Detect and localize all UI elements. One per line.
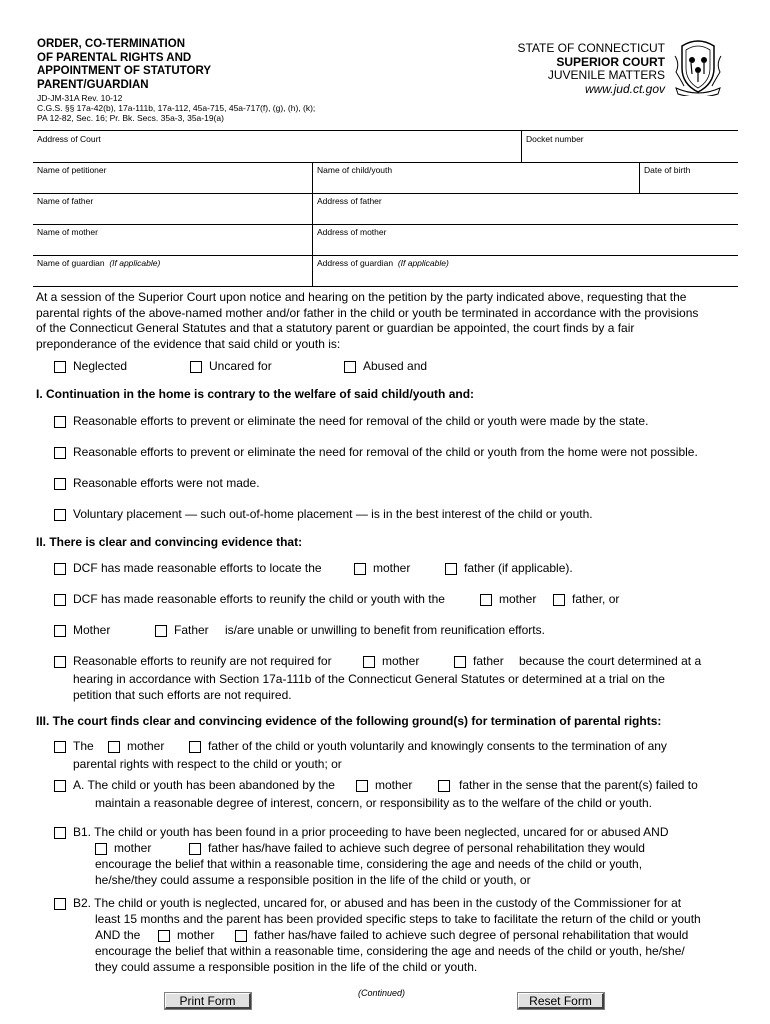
ground-b2-line-4: encourage the belief that within a reasonable time, considering the age and needs of the child or youth, he/she/ — [95, 944, 685, 958]
court-website: www.jud.ct.gov — [584, 81, 665, 96]
field-row-guardian — [33, 255, 738, 287]
name-of-guardian-field[interactable] — [33, 255, 312, 286]
court-name: SUPERIOR COURT — [556, 54, 665, 69]
ground-b2-line-5: they could assume a responsible position in the life of the child or youth. — [95, 960, 478, 974]
title-line: OF PARENTAL RIGHTS AND — [37, 51, 192, 64]
reunify-father-checkbox[interactable] — [553, 594, 565, 606]
ground-b1-line-3: encourage the belief that within a reasonable time, considering the age and needs of the child or youth, — [95, 857, 643, 871]
uncared-for-checkbox[interactable] — [190, 361, 202, 373]
not-required-father-label: father — [473, 654, 504, 668]
court-heading — [517, 42, 665, 96]
field-label: Name of father — [37, 196, 94, 206]
removal-efforts-made-label: Reasonable efforts to prevent or eliminate the need for removal of the child or youth were made by the state. — [73, 414, 649, 428]
neglected-checkbox[interactable] — [54, 361, 66, 373]
field-label — [37, 258, 160, 268]
consent-mother-checkbox[interactable] — [108, 741, 120, 753]
field-row-father — [33, 193, 738, 225]
dcf-locate-label: DCF has made reasonable efforts to locate the — [73, 561, 322, 575]
field-label: Name of child/youth — [317, 165, 393, 175]
address-of-guardian-field[interactable] — [312, 255, 739, 286]
case-information-grid — [33, 130, 738, 286]
abandoned-father-checkbox[interactable] — [438, 780, 450, 792]
removal-efforts-made-checkbox[interactable] — [54, 416, 66, 428]
if-applicable-note: (If applicable) — [397, 258, 449, 268]
consent-father-label: father of the child or youth voluntarily and knowingly consents to the termination of any — [208, 739, 667, 753]
date-of-birth-field[interactable] — [639, 162, 739, 193]
consent-the-label: The — [73, 739, 94, 753]
ground-a-label: A. The child or youth has been abandoned by the — [73, 778, 335, 792]
b2-mother-label: mother — [177, 928, 215, 942]
ground-b1-line-4: he/she/they could assume a responsible position in the life of the child or youth, or — [95, 873, 531, 887]
locate-mother-label: mother — [373, 561, 411, 575]
abandoned-mother-checkbox[interactable] — [356, 780, 368, 792]
intro-line: parental rights of the above-named mother and/or father in the child or youth be terminated in accordance with the provisions — [36, 305, 699, 320]
reunify-father-label: father, or — [572, 592, 620, 606]
efforts-not-required-label: Reasonable efforts to reunify are not required for — [73, 654, 332, 668]
title-line: PARENT/GUARDIAN — [37, 78, 149, 91]
section-1-heading: I. Continuation in the home is contrary to the welfare of said child/youth and: — [36, 387, 475, 401]
ground-b2-line-2: least 15 months and the parent has been provided specific steps to take to facilitate the return of the child or youth — [95, 912, 701, 926]
form-number: JD-JM-31A Rev. 10-12 — [37, 93, 123, 103]
ground-b2-label: B2. The child or youth is neglected, uncared for, or abused and has been in the custody of the Commissioner for at — [73, 896, 682, 910]
form-identifier — [37, 93, 315, 123]
title-line: APPOINTMENT OF STATUTORY — [37, 65, 211, 77]
unable-to-benefit-label: is/are unable or unwilling to benefit from reunification efforts. — [225, 623, 545, 637]
if-applicable-note: (If applicable) — [109, 258, 161, 268]
ground-b2-and-the: AND the — [95, 928, 141, 942]
consent-line-2: parental rights with respect to the child or youth; or — [73, 757, 342, 771]
ground-b1-checkbox[interactable] — [54, 827, 66, 839]
field-label-text: Address of guardian — [317, 258, 394, 268]
statutes-line-2: PA 12-82, Sec. 16; Pr. Bk. Secs. 35a-3, 35a-19(a) — [37, 113, 224, 123]
not-required-mother-label: mother — [382, 654, 420, 668]
field-row-petitioner — [33, 162, 738, 194]
field-label: Address of father — [317, 196, 382, 206]
reunify-mother-checkbox[interactable] — [480, 594, 492, 606]
efforts-not-made-checkbox[interactable] — [54, 478, 66, 490]
title-line: ORDER, CO-TERMINATION — [37, 38, 186, 50]
locate-mother-checkbox[interactable] — [354, 563, 366, 575]
address-of-court-field[interactable] — [33, 131, 521, 162]
field-label — [317, 258, 449, 268]
dcf-reunify-label: DCF has made reasonable efforts to reunify the child or youth with the — [73, 592, 445, 606]
field-label: Name of mother — [37, 227, 98, 237]
abused-checkbox[interactable] — [344, 361, 356, 373]
field-row-mother — [33, 224, 738, 256]
b1-father-label: father has/have failed to achieve such degree of personal rehabilitation they would — [208, 841, 645, 855]
name-of-father-field[interactable] — [33, 193, 312, 224]
abused-and-label: Abused and — [363, 359, 428, 373]
unable-mother-checkbox[interactable] — [54, 625, 66, 637]
ground-b2-checkbox[interactable] — [54, 898, 66, 910]
name-of-petitioner-field[interactable] — [33, 162, 312, 193]
form-title — [37, 38, 211, 92]
field-label: Address of Court — [37, 134, 101, 144]
field-row-court — [33, 131, 738, 163]
statutes-line-1: C.G.S. §§ 17a-42(b), 17a-111b, 17a-112, 45a-715, 45a-717(f), (g), (h), (k); — [37, 103, 316, 113]
voluntary-placement-checkbox[interactable] — [54, 509, 66, 521]
state-name: STATE OF CONNECTICUT — [517, 41, 665, 55]
ground-a-line-2: maintain a reasonable degree of interest, concern, or responsibility as to the welfare of the child or youth. — [95, 796, 652, 810]
reset-form-button[interactable]: Reset Form — [518, 993, 604, 1009]
unable-mother-label: Mother — [73, 623, 111, 637]
locate-father-label: father (if applicable). — [464, 561, 573, 575]
court-division: JUVENILE MATTERS — [547, 68, 665, 82]
voluntary-placement-label: Voluntary placement — such out-of-home placement — is in the best interest of the child or youth. — [73, 507, 593, 521]
uncared-for-label: Uncared for — [209, 359, 272, 373]
efforts-not-required-checkbox[interactable] — [54, 656, 66, 668]
intro-paragraph — [36, 290, 736, 352]
not-required-father-checkbox[interactable] — [454, 656, 466, 668]
field-label: Date of birth — [644, 165, 691, 175]
field-label: Address of mother — [317, 227, 387, 237]
name-of-child-field[interactable] — [312, 162, 640, 193]
petition-line: petition that such efforts are not required. — [73, 688, 292, 702]
intro-line: At a session of the Superior Court upon notice and hearing on the petition by the party indicated above, requesting that the — [36, 290, 687, 304]
address-of-father-field[interactable] — [312, 193, 739, 224]
continued-note: (Continued) — [358, 988, 406, 998]
state-seal-icon — [672, 38, 724, 96]
locate-father-checkbox[interactable] — [445, 563, 457, 575]
intro-line: of the Connecticut General Statutes and that a statutory parent or guardian be appointed, the court finds by a fair — [36, 321, 635, 335]
intro-line: preponderance of the evidence that said child or youth is: — [36, 336, 341, 351]
abandoned-mother-label: mother — [375, 778, 413, 792]
ground-a-checkbox[interactable] — [54, 780, 66, 792]
consent-father-checkbox[interactable] — [189, 741, 201, 753]
address-of-mother-field[interactable] — [312, 224, 739, 255]
section-3-heading: III. The court finds clear and convincing evidence of the following ground(s) for termination of parental rights: — [36, 714, 662, 728]
dcf-locate-checkbox[interactable] — [54, 563, 66, 575]
b1-mother-checkbox[interactable] — [95, 843, 107, 855]
neglected-label: Neglected — [73, 359, 128, 373]
hearing-line: hearing in accordance with Section 17a-111b of the Connecticut General Statutes or determined at a trial on the — [73, 672, 665, 686]
name-of-mother-field[interactable] — [33, 224, 312, 255]
b2-father-checkbox[interactable] — [235, 930, 247, 942]
b2-father-label: father has/have failed to achieve such degree of personal rehabilitation that would — [254, 928, 689, 942]
consent-the-checkbox[interactable] — [54, 741, 66, 753]
dcf-reunify-checkbox[interactable] — [54, 594, 66, 606]
consent-mother-label: mother — [127, 739, 165, 753]
ground-b1-label: B1. The child or youth has been found in a prior proceeding to have been neglected, uncared for or abused AND — [73, 825, 669, 839]
abandoned-father-label: father in the sense that the parent(s) failed to — [459, 778, 698, 792]
not-required-mother-checkbox[interactable] — [363, 656, 375, 668]
field-label-text: Name of guardian — [37, 258, 105, 268]
b1-mother-label: mother — [114, 841, 152, 855]
efforts-not-made-label: Reasonable efforts were not made. — [73, 476, 260, 490]
field-label: Name of petitioner — [37, 165, 107, 175]
because-court-determined-label: because the court determined at a — [519, 654, 702, 668]
section-2-heading: II. There is clear and convincing evidence that: — [36, 535, 303, 549]
removal-efforts-not-possible-checkbox[interactable] — [54, 447, 66, 459]
unable-father-label: Father — [174, 623, 209, 637]
removal-efforts-not-possible-label: Reasonable efforts to prevent or eliminate the need for removal of the child or youth from the home were not possible. — [73, 445, 698, 459]
b1-father-checkbox[interactable] — [189, 843, 201, 855]
reunify-mother-label: mother — [499, 592, 537, 606]
b2-mother-checkbox[interactable] — [158, 930, 170, 942]
unable-father-checkbox[interactable] — [155, 625, 167, 637]
print-form-button[interactable]: Print Form — [165, 993, 251, 1009]
field-label: Docket number — [526, 134, 584, 144]
docket-number-field[interactable] — [521, 131, 739, 162]
